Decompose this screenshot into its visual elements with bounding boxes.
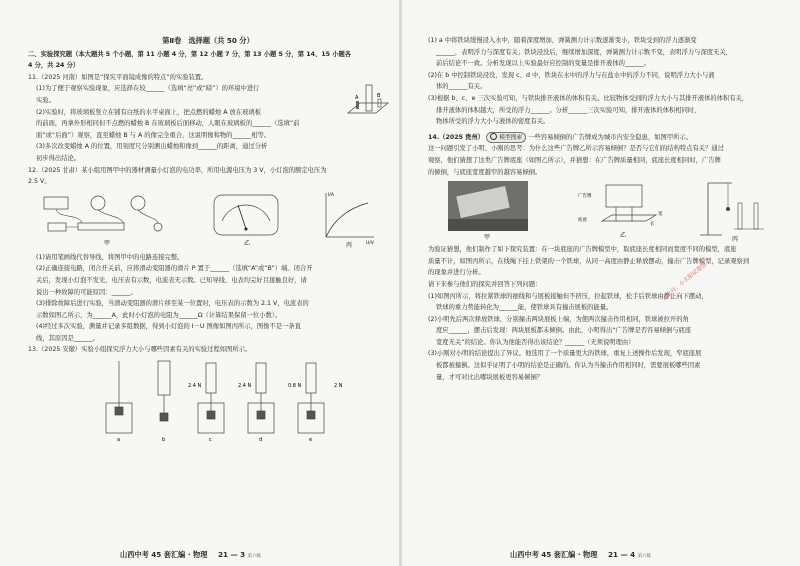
footer-page: 21 — 4 [607, 550, 636, 559]
reading-d2: 0.8 N [288, 383, 302, 390]
q14-part2: (2)小明先后两次释放铁球，分别撞击两块展板上端，为使两次撞击作用相同，铁球被拉开的角 [428, 315, 689, 323]
q13-part2: (2)在 b 中控制铁块浸没，发现 c、d 中，铁块在水中的浮力与在盐水中的浮力不同，说明浮力大小与液 [428, 71, 715, 79]
fig-label-b: B [377, 92, 381, 99]
section-title: 第Ⅱ卷 选择题（共 50 分） [162, 36, 254, 45]
search-overlay-button[interactable] [486, 132, 526, 143]
caption-yi: 乙 [620, 232, 627, 240]
q14-setup1: 为验证猜想，他们制作了如下探究装置：在一块底座的广告牌模型中，取底座长度相同而宽度不同的模型，底座 [428, 246, 737, 254]
q12-part2: (2)正确连接电路，闭合开关前，应将滑动变阻器的滑片 P 置于______（选填“A”或“B”）端。闭合开 [36, 265, 313, 273]
q11-part2-cont2: 面”或“后面”）观察，直至蜡烛 B 与 A 的像完全重合，这说明像和物的______相等。 [36, 131, 271, 139]
footer-page: 21 — 3 [217, 550, 246, 559]
q13-stem: 13.（2025 安徽）实验小组探究浮力大小与哪些因素有关的实验过程如图所示。 [28, 346, 252, 354]
billboard-photo [448, 181, 528, 241]
tag-length: 长 [650, 222, 655, 228]
caption-yi: 乙 [244, 239, 251, 247]
pendulum-setup-figure [698, 179, 778, 243]
q12-stem-cont: 2.5 V。 [28, 178, 51, 186]
circuit-figure [38, 191, 178, 249]
q14-instruction: 请下来参与他们的探究并回答下列问题： [428, 280, 542, 288]
q14-setup3: 的现象并进行分析。 [428, 269, 485, 277]
q12-part4-cont: 线，其原因是______。 [36, 334, 99, 342]
left-column [28, 36, 388, 448]
search-icon [490, 133, 497, 140]
right-footer [510, 550, 651, 560]
q14-stem-cont2: 观察，他们猜想了这类广告牌底座（如图乙所示），并猜想：在广告牌质量相同、底座长度相同时，广告牌 [428, 156, 721, 164]
caption-bing: 丙 [732, 236, 739, 244]
q12-part1: (1)请用笔画线代替导线，将图甲中的电路连接完整。 [36, 253, 184, 261]
q13-part2-cont: 体的______有关。 [436, 83, 487, 91]
watermark-text: 公众号：小太阳试卷馆 [661, 261, 709, 303]
caption-jia: 甲 [484, 234, 491, 242]
label-e: e [309, 437, 313, 444]
left-footer [120, 550, 261, 560]
footer-sub: 第六练 [637, 554, 652, 559]
q13-part1-cont2: 前后结论不一致。分析发现以上实验最好应控制的变量是排开液体的______。 [436, 60, 651, 68]
right-column [428, 36, 788, 384]
axis-u-label: U/V [366, 240, 374, 246]
q14-figures [428, 179, 788, 245]
tag-base: 底座 [578, 218, 587, 224]
q14-part3-cont1: 板都被撞倒。这似乎证明了小明的结论是正确的。你认为当撞击作用相同时，需要展板哪些因素 [436, 362, 701, 370]
q12-part3-cont: 示数如图乙所示，为______A，此时小灯泡的电阻为______Ω（计算结果保留一位小数）。 [36, 311, 282, 319]
q12-part3: (3)排除故障后进行实验，当滑动变阻器的滑片移至某一位置时，电压表的示数为 2.1 V，电流表的 [36, 300, 309, 308]
label-c: c [209, 437, 212, 444]
q12-part4: (4)经过多次实验，测量并记录多组数据，得到小灯泡的 I－U 图像如图丙所示，图像不是一条直 [36, 323, 301, 331]
question-11 [28, 73, 388, 165]
q11-part1-cont: 实验。 [36, 96, 55, 104]
right-page [402, 0, 800, 566]
q11-part3: (3)多次改变蜡烛 A 的位置，用刻度尺分别测出蜡烛和像到______的距离，通过分析 [36, 143, 268, 151]
q14-part2-cont1: 度应______，摆击后发现：两块展板都未倾倒。由此，小明得出“广告牌是否容易倾倒与底座 [436, 327, 692, 335]
q14-stem [428, 132, 788, 144]
q11-part1: (1)为了便于观察实验现象，应选择在较______（选填“亮”或“暗”）的环境中进行 [36, 85, 260, 93]
q14-part2-cont2: 宽度无关”的结论。你认为他能否得出该结论？______（无须说明理由） [436, 338, 635, 346]
question-13 [28, 345, 388, 447]
fig-label-a: A [355, 94, 359, 101]
iu-graph-figure [318, 189, 378, 249]
label-d: d [259, 437, 263, 444]
label-b: b [162, 437, 166, 444]
footer-title: 山西中考 45 套汇编 · 物理 [120, 550, 208, 559]
q12-part2-cont2: 说出一种故障的可能原因：______。 [36, 288, 137, 296]
mirror-experiment-figure [346, 79, 390, 127]
q13-part1: (1) a 中将铁块缓慢浸入水中，随着深度增加，弹簧测力计示数逐渐变小，铁块受到的浮力逐渐变 [428, 37, 697, 44]
tag-width: 宽 [658, 212, 663, 218]
search-overlay-label: 模型搜索 [499, 134, 523, 141]
q11-part2-cont1: 的前面，再拿外形相同但不点燃的蜡烛 B 在玻璃板后面移动，人眼在玻璃板的______（选填“前 [36, 120, 300, 128]
q14-number: 14.（2025 贵州） [428, 133, 485, 141]
q14-part3-cont2: 量，才可对比出哪块展板更容易倾倒？ [436, 373, 544, 381]
tag-billboard: 广告牌 [578, 194, 592, 200]
q12-stem: 12.（2025 甘肃）某小组用图甲中的器材测量小灯泡的电功率，所用电源电压为 3 V，小灯泡的额定电压为 [28, 166, 327, 174]
axis-i-label: I/A [328, 192, 334, 198]
q12-figures [28, 189, 388, 253]
q12-part2-cont1: 关后，发现小灯泡不发光，电压表有示数，电流表无示数。已知导线、电表均完好且接触良好，请 [36, 276, 307, 284]
question-14 [428, 132, 788, 384]
reading-c: 2.4 N [188, 383, 202, 390]
section-heading: 二、实验探究题（本大题共 5 个小题，第 11 小题 4 分，第 12 小题 7 分，第 13 小题 5 分，第 14、15 小题各 [28, 50, 352, 58]
q13-part1-cont1: ______，表明浮力与深度有关；铁块浸没后，继续增加深度，弹簧测力计示数不变，表明浮力与深度无关， [436, 48, 732, 56]
q14-stem-cont3: 的倾倒，与底座宽度越窄的越容易倾倒。 [428, 168, 542, 176]
q14-setup2: 质量不计，如图丙所示，在线绳下挂上铁架的一个铁球，从同一高度由静止释放摆动，撞击广告牌模型，记录观察到 [428, 257, 750, 265]
q14-stem-text: 一些容易倾倒的广告牌成为城市内安全隐患，如图甲所示。 [528, 133, 693, 141]
buoyancy-figure [98, 357, 368, 443]
q14-part1: (1)如图丙所示，将拉紧铁球的细线和与展板接触但不挤压，拉起铁球，松手后铁球由静止向下摆动， [428, 292, 708, 300]
billboard-base-figure [576, 181, 668, 241]
q14-part1-cont: 铁球的重力势能转化为______能，使铁球具有撞击展板的能量。 [436, 304, 613, 312]
reading-d1: 2.4 N [238, 383, 252, 390]
q13-part3-cont2: 物体所受的浮力大小与液体的密度有关。 [436, 118, 550, 126]
reading-e: 2 N [334, 383, 343, 390]
q14-part3: (3)小刚对小明的结论提出了异议。他选用了一个质量更大的铁球，重复上述操作后发现，窄底座展 [428, 350, 702, 358]
label-a: a [117, 437, 121, 444]
question-12 [28, 166, 388, 345]
section-heading-cont: 4 分，共 24 分） [28, 62, 80, 70]
ammeter-figure [210, 191, 284, 249]
q11-part2: (2)实验时，将玻璃板竖立在铺有白纸的水平桌面上，把点燃的蜡烛 A 放在玻璃板 [36, 108, 262, 116]
footer-title: 山西中考 45 套汇编 · 物理 [510, 550, 598, 559]
q11-stem: 11.（2025 河南）如图是“探究平面镜成像的特点”的实验装置。 [28, 73, 208, 81]
q14-stem-cont1: 这一问题引发了小明、小刚的思考：为什么这些广告牌乙所示容易倾倒？是否与它们的结构特点有关？通过 [428, 145, 724, 153]
caption-bing: 丙 [346, 241, 353, 249]
caption-jia: 甲 [104, 239, 111, 247]
q13-part3-cont1: 排开液体的体积越大，所受的浮力______。分析______三次实验可知，排开液体的体积相同时， [436, 106, 701, 114]
q13-part3: (3)根据 b、c、e 三次实验可知，与铁块排开液体的体积有关。比较物体受到的浮力大小与其排开液体的体积有关， [428, 94, 749, 102]
footer-sub: 第六练 [247, 554, 262, 559]
q11-part3-cont: 初步得出结论。 [36, 154, 81, 162]
